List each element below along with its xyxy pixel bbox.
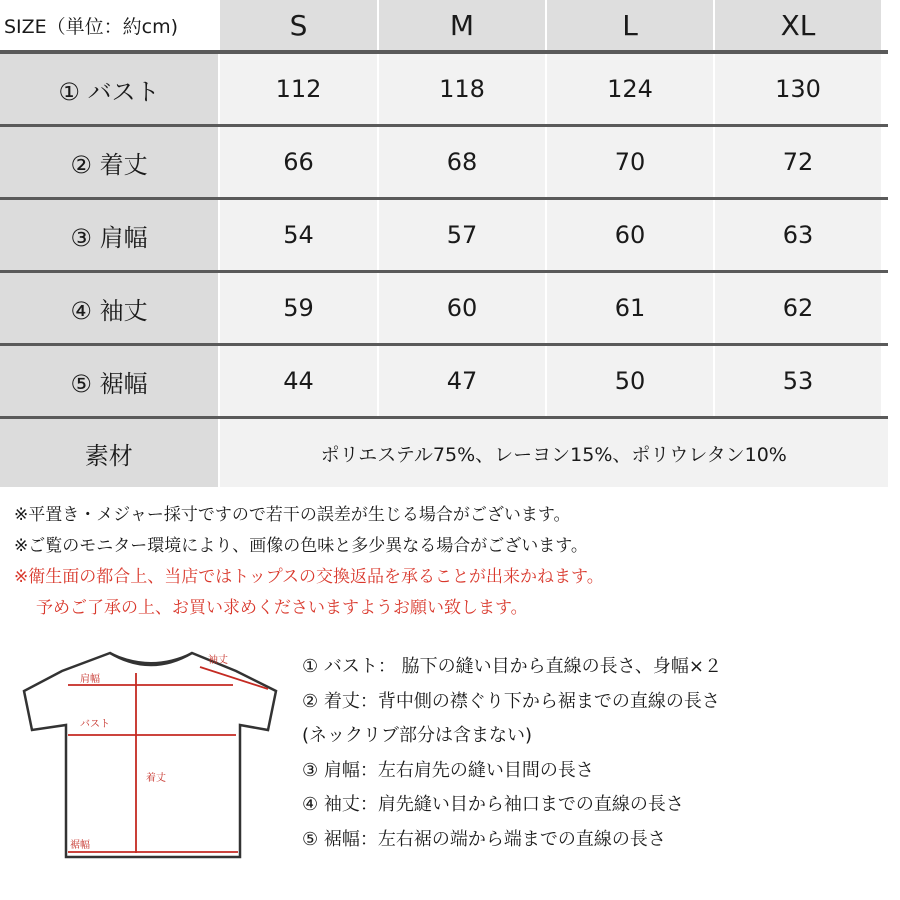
table-cell: 61 xyxy=(545,273,713,343)
tshirt-outline-icon xyxy=(18,645,288,865)
size-header-l: L xyxy=(545,0,713,50)
label-hem: 裾幅 xyxy=(70,840,90,851)
material-value: ポリエステル75%、レーヨン15%、ポリウレタン10% xyxy=(218,419,888,487)
note-monitor: ※ご覧のモニター環境により、画像の色味と多少異なる場合がございます。 xyxy=(14,536,588,556)
table-cell: 70 xyxy=(545,127,713,197)
legend-sleeve: ④ 袖丈：肩先縫い目から袖口までの直線の長さ xyxy=(302,794,684,815)
tshirt-diagram xyxy=(18,645,288,865)
material-label: 素材 xyxy=(0,419,218,487)
table-cell: 66 xyxy=(218,127,377,197)
table-row-sleeve xyxy=(0,273,888,346)
row-label: ④ 袖丈 xyxy=(0,273,218,343)
size-header-s: S xyxy=(218,0,377,50)
table-cell: 54 xyxy=(218,200,377,270)
table-cell: 68 xyxy=(377,127,545,197)
table-cell: 44 xyxy=(218,346,377,416)
table-cell: 62 xyxy=(713,273,881,343)
table-row-length xyxy=(0,127,888,200)
table-header-row xyxy=(0,0,888,54)
note-measurement: ※平置き・メジャー採寸ですので若干の誤差が生じる場合がございます。 xyxy=(14,505,571,525)
table-cell: 72 xyxy=(713,127,881,197)
size-unit-label: SIZE（単位：約cm) xyxy=(0,0,218,50)
table-cell: 50 xyxy=(545,346,713,416)
table-cell: 57 xyxy=(377,200,545,270)
notes xyxy=(14,500,884,624)
label-length: 着丈 xyxy=(146,773,166,784)
table-cell: 60 xyxy=(377,273,545,343)
size-header-m: M xyxy=(377,0,545,50)
legend-hem: ⑤ 裾幅：左右裾の端から端までの直線の長さ xyxy=(302,828,666,850)
table-row-hem xyxy=(0,346,888,419)
label-sleeve: 袖丈 xyxy=(208,655,228,666)
label-shoulder: 肩幅 xyxy=(80,674,100,685)
row-label: ③ 肩幅 xyxy=(0,200,218,270)
table-row-bust xyxy=(0,54,888,127)
note-no-returns: ※衛生面の都合上、当店ではトップスの交換返品を承ることが出来かねます。 xyxy=(14,567,604,587)
table-cell: 112 xyxy=(218,54,377,124)
row-label: ② 着丈 xyxy=(0,127,218,197)
label-bust: バスト xyxy=(80,719,110,730)
table-cell: 118 xyxy=(377,54,545,124)
legend-length-note: (ネックリブ部分は含まない) xyxy=(302,725,533,746)
table-row-shoulder xyxy=(0,200,888,273)
table-cell: 60 xyxy=(545,200,713,270)
table-cell: 124 xyxy=(545,54,713,124)
table-cell: 47 xyxy=(377,346,545,416)
note-acknowledge: 予めご了承の上、お買い求めくださいますようお願い致します。 xyxy=(36,598,528,618)
legend-length: ② 着丈：背中側の襟ぐり下から裾までの直線の長さ xyxy=(302,690,720,712)
table-cell: 130 xyxy=(713,54,881,124)
size-header-xl: XL xyxy=(713,0,881,50)
measurement-legend xyxy=(302,650,892,857)
legend-shoulder: ③ 肩幅：左右肩先の縫い目間の長さ xyxy=(302,759,594,781)
row-label: ⑤ 裾幅 xyxy=(0,346,218,416)
legend-bust: ① バスト： 脇下の縫い目から直線の長さ、身幅×２ xyxy=(302,656,722,677)
table-cell: 59 xyxy=(218,273,377,343)
row-label: ① バスト xyxy=(0,54,218,124)
table-cell: 53 xyxy=(713,346,881,416)
table-cell: 63 xyxy=(713,200,881,270)
table-row-material xyxy=(0,419,888,487)
